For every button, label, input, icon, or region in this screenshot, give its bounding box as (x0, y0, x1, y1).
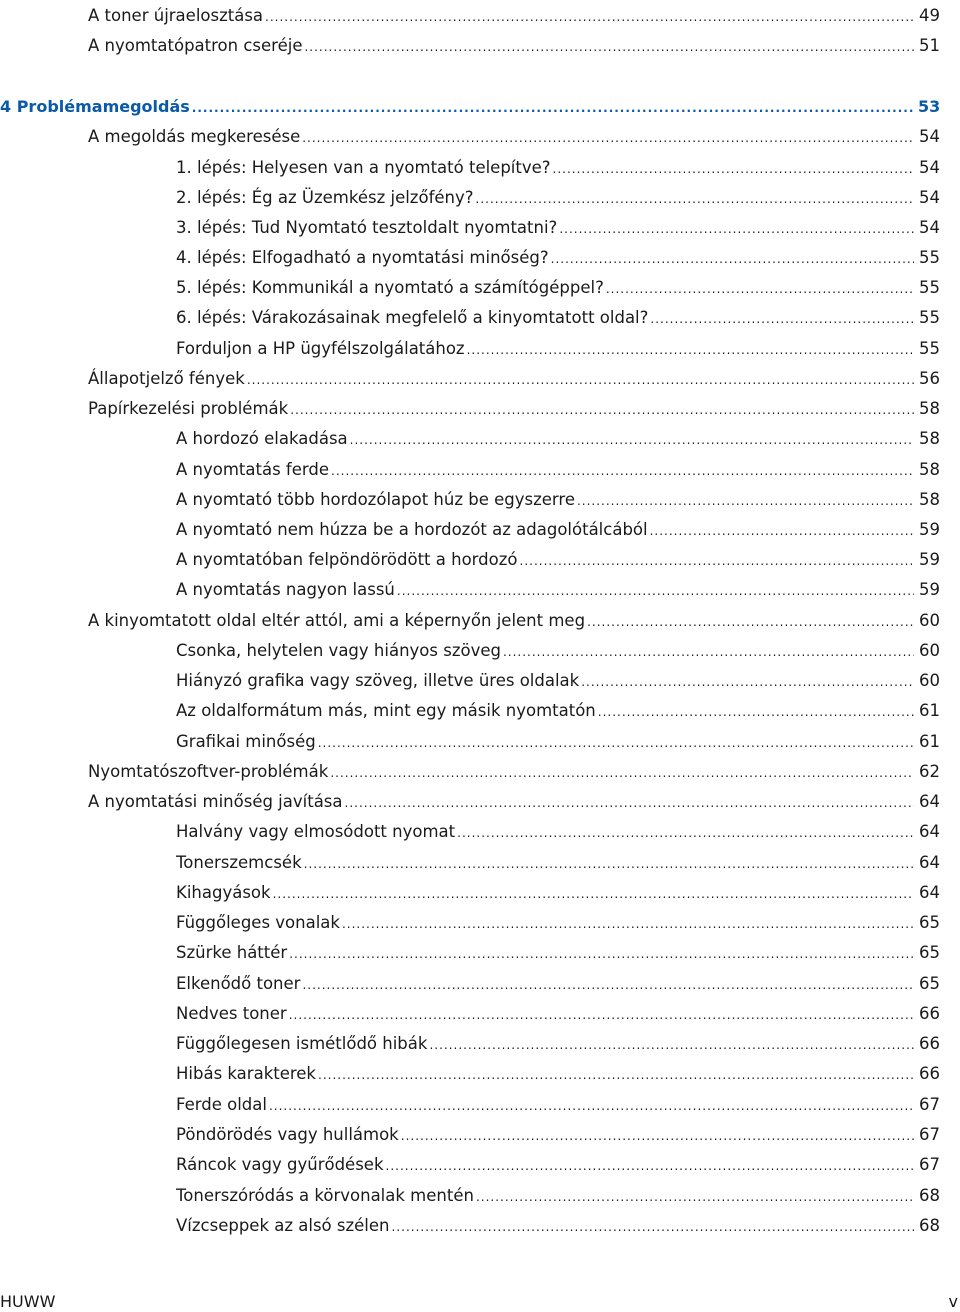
toc-entry-page-number: 59 (919, 580, 940, 599)
toc-entry-page-number: 49 (919, 6, 940, 25)
toc-entry[interactable] (176, 212, 940, 238)
toc-entry-page-number: 67 (919, 1125, 940, 1144)
toc-entry-title: Függőlegesen ismétlődő hibák (176, 1034, 428, 1053)
toc-entry[interactable] (88, 30, 940, 56)
toc-dot-leader (247, 372, 914, 388)
toc-dot-leader (304, 856, 914, 872)
toc-entry-title: 3. lépés: Tud Nyomtató tesztoldalt nyomtatni? (176, 218, 558, 237)
toc-entry-title: Az oldalformátum más, mint egy másik nyomtatón (176, 701, 596, 720)
toc-entry-page-number: 68 (919, 1216, 940, 1235)
toc-entry[interactable] (176, 937, 940, 963)
toc-dot-leader (476, 191, 914, 207)
toc-entry-title: 2. lépés: Ég az Üzemkész jelzőfény? (176, 188, 474, 207)
toc-entry-page-number: 58 (919, 429, 940, 448)
toc-entry-title: Forduljon a HP ügyfélszolgálatához (176, 339, 465, 358)
toc-entry-page-number: 64 (919, 792, 940, 811)
toc-dot-leader (606, 281, 914, 297)
toc-entry-page-number: 64 (919, 853, 940, 872)
toc-entry-title: Ráncok vagy gyűrődések (176, 1155, 384, 1174)
toc-entry-title: A hordozó elakadása (176, 429, 348, 448)
toc-dot-leader (476, 1189, 914, 1205)
toc-entry[interactable] (88, 0, 940, 26)
toc-entry-page-number: 53 (918, 97, 940, 116)
toc-entry[interactable] (176, 998, 940, 1024)
toc-entry[interactable] (176, 574, 940, 600)
toc-entry-page-number: 66 (919, 1064, 940, 1083)
toc-dot-leader (650, 311, 914, 327)
toc-entry-page-number: 64 (919, 822, 940, 841)
toc-entry-title: A nyomtató nem húzza be a hordozót az adagolótálcából (176, 520, 648, 539)
toc-entry-title: Papírkezelési problémák (88, 399, 289, 418)
toc-entry-page-number: 58 (919, 460, 940, 479)
toc-entry-title: A toner újraelosztása (88, 6, 264, 25)
toc-entry[interactable] (176, 1210, 940, 1236)
toc-dot-leader (553, 161, 914, 177)
toc-entry-title: A megoldás megkeresése (88, 127, 301, 146)
toc-entry-page-number: 66 (919, 1034, 940, 1053)
toc-dot-leader (650, 523, 914, 539)
footer-left-label: HUWW (0, 1292, 56, 1311)
toc-entry-title: A nyomtatási minőség javítása (88, 792, 343, 811)
toc-dot-leader (269, 1098, 914, 1114)
toc-dot-leader (318, 1067, 914, 1083)
toc-dot-leader (318, 735, 914, 751)
toc-entry[interactable] (176, 514, 940, 540)
toc-entry[interactable] (176, 1149, 940, 1175)
toc-entry-page-number: 56 (919, 369, 940, 388)
toc-dot-leader (345, 795, 914, 811)
toc-entry-page-number: 65 (919, 974, 940, 993)
toc-entry-title: Függőleges vonalak (176, 913, 340, 932)
toc-entry-title: Pöndörödés vagy hullámok (176, 1125, 399, 1144)
toc-dot-leader (581, 674, 914, 690)
toc-entry-title: A nyomtató több hordozólapot húz be egyszerre (176, 490, 575, 509)
toc-dot-leader (587, 614, 914, 630)
toc-entry-title: Tonerszóródás a körvonalak mentén (176, 1186, 474, 1205)
toc-dot-leader (551, 251, 914, 267)
toc-entry[interactable] (176, 816, 940, 842)
toc-entry-page-number: 54 (919, 188, 940, 207)
toc-entry-page-number: 60 (919, 611, 940, 630)
toc-entry-title: Grafikai minőség (176, 732, 316, 751)
toc-entry-title: 4 Problémamegoldás (0, 97, 190, 116)
toc-entry[interactable] (176, 635, 940, 661)
toc-entry-page-number: 51 (919, 36, 940, 55)
toc-entry-title: Hibás karakterek (176, 1064, 316, 1083)
toc-entry[interactable] (176, 1058, 940, 1084)
toc-entry-page-number: 68 (919, 1186, 940, 1205)
toc-entry[interactable] (176, 333, 940, 359)
toc-entry[interactable] (176, 1119, 940, 1145)
toc-dot-leader (429, 1037, 914, 1053)
toc-entry[interactable] (176, 544, 940, 570)
toc-entry[interactable] (176, 423, 940, 449)
toc-dot-leader (559, 221, 914, 237)
footer-page-number: v (948, 1292, 958, 1311)
toc-entry-page-number: 58 (919, 399, 940, 418)
toc-dot-leader (467, 342, 914, 358)
toc-dot-leader (289, 946, 914, 962)
toc-entry-title: 5. lépés: Kommunikál a nyomtató a számítógéppel? (176, 278, 604, 297)
toc-entry-title: Vízcseppek az alsó szélen (176, 1216, 390, 1235)
toc-dot-leader (192, 100, 914, 116)
toc-chapter-entry[interactable] (0, 91, 940, 117)
toc-entry-title: Hiányzó grafika vagy szöveg, illetve üres oldalak (176, 671, 580, 690)
toc-entry[interactable] (176, 665, 940, 691)
toc-dot-leader (302, 130, 914, 146)
toc-dot-leader (289, 1007, 914, 1023)
toc-entry-page-number: 67 (919, 1155, 940, 1174)
toc-dot-leader (350, 432, 914, 448)
toc-entry-title: A nyomtatás ferde (176, 460, 330, 479)
toc-entry-page-number: 67 (919, 1095, 940, 1114)
toc-entry-page-number: 60 (919, 641, 940, 660)
toc-entry[interactable] (176, 726, 940, 752)
toc-entry[interactable] (176, 272, 940, 298)
toc-entry-title: A nyomtatás nagyon lassú (176, 580, 395, 599)
toc-entry-page-number: 54 (919, 218, 940, 237)
toc-entry[interactable] (88, 121, 940, 147)
toc-entry-title: Elkenődő toner (176, 974, 301, 993)
toc-entry-title: Szürke háttér (176, 943, 288, 962)
toc-entry-title: A kinyomtatott oldal eltér attól, ami a képernyőn jelent meg (88, 611, 586, 630)
toc-entry[interactable] (176, 484, 940, 510)
toc-entry-page-number: 61 (919, 701, 940, 720)
toc-dot-leader (397, 583, 914, 599)
toc-dot-leader (386, 1158, 915, 1174)
toc-dot-leader (577, 493, 914, 509)
toc-entry-title: Halvány vagy elmosódott nyomat (176, 822, 456, 841)
toc-entry[interactable] (176, 968, 940, 994)
toc-entry-page-number: 65 (919, 943, 940, 962)
toc-entry-page-number: 62 (919, 762, 940, 781)
toc-dot-leader (330, 765, 914, 781)
toc-dot-leader (503, 644, 914, 660)
toc-entry-title: Ferde oldal (176, 1095, 267, 1114)
toc-entry-page-number: 54 (919, 158, 940, 177)
toc-entry[interactable] (176, 242, 940, 268)
toc-entry-title: Nedves toner (176, 1004, 287, 1023)
toc-entry-page-number: 61 (919, 732, 940, 751)
toc-entry[interactable] (88, 393, 940, 419)
toc-entry-page-number: 58 (919, 490, 940, 509)
toc-entry-page-number: 60 (919, 671, 940, 690)
toc-entry-title: 1. lépés: Helyesen van a nyomtató telepítve? (176, 158, 551, 177)
toc-entry-page-number: 55 (919, 339, 940, 358)
toc-dot-leader (265, 9, 914, 25)
toc-entry[interactable] (176, 1028, 940, 1054)
toc-entry[interactable] (88, 363, 940, 389)
toc-dot-leader (304, 39, 914, 55)
toc-entry[interactable] (88, 605, 940, 631)
toc-dot-leader (401, 1128, 914, 1144)
toc-dot-leader (302, 977, 914, 993)
toc-entry-page-number: 59 (919, 520, 940, 539)
toc-entry[interactable] (176, 877, 940, 903)
toc-entry-page-number: 66 (919, 1004, 940, 1023)
toc-entry[interactable] (176, 1180, 940, 1206)
toc-entry-page-number: 65 (919, 913, 940, 932)
toc-entry[interactable] (176, 302, 940, 328)
toc-dot-leader (457, 825, 914, 841)
toc-entry[interactable] (88, 786, 940, 812)
toc-entry-title: 6. lépés: Várakozásainak megfelelő a kinyomtatott oldal? (176, 308, 649, 327)
toc-dot-leader (273, 886, 914, 902)
toc-entry-title: 4. lépés: Elfogadható a nyomtatási minőség? (176, 248, 549, 267)
toc-entry[interactable] (176, 152, 940, 178)
toc-dot-leader (290, 402, 914, 418)
toc-entry-title: Nyomtatószoftver-problémák (88, 762, 329, 781)
toc-entry-title: Tonerszemcsék (176, 853, 302, 872)
toc-entry-title: A nyomtatópatron cseréje (88, 36, 303, 55)
toc-entry[interactable] (176, 454, 940, 480)
toc-dot-leader (331, 463, 914, 479)
toc-entry-page-number: 59 (919, 550, 940, 569)
toc-entry-page-number: 55 (919, 278, 940, 297)
toc-entry[interactable] (176, 695, 940, 721)
toc-dot-leader (342, 916, 914, 932)
toc-entry[interactable] (176, 182, 940, 208)
toc-entry-page-number: 54 (919, 127, 940, 146)
toc-entry[interactable] (176, 907, 940, 933)
toc-entry-page-number: 55 (919, 308, 940, 327)
toc-entry-title: Állapotjelző fények (88, 369, 245, 388)
toc-entry-page-number: 55 (919, 248, 940, 267)
toc-dot-leader (520, 553, 915, 569)
toc-entry-title: Csonka, helytelen vagy hiányos szöveg (176, 641, 501, 660)
toc-dot-leader (392, 1219, 914, 1235)
toc-entry-title: Kihagyások (176, 883, 271, 902)
toc-entry[interactable] (176, 1089, 940, 1115)
toc-entry-page-number: 64 (919, 883, 940, 902)
toc-dot-leader (598, 704, 914, 720)
toc-entry[interactable] (176, 847, 940, 873)
toc-entry[interactable] (88, 756, 940, 782)
toc-entry-title: A nyomtatóban felpöndörödött a hordozó (176, 550, 518, 569)
